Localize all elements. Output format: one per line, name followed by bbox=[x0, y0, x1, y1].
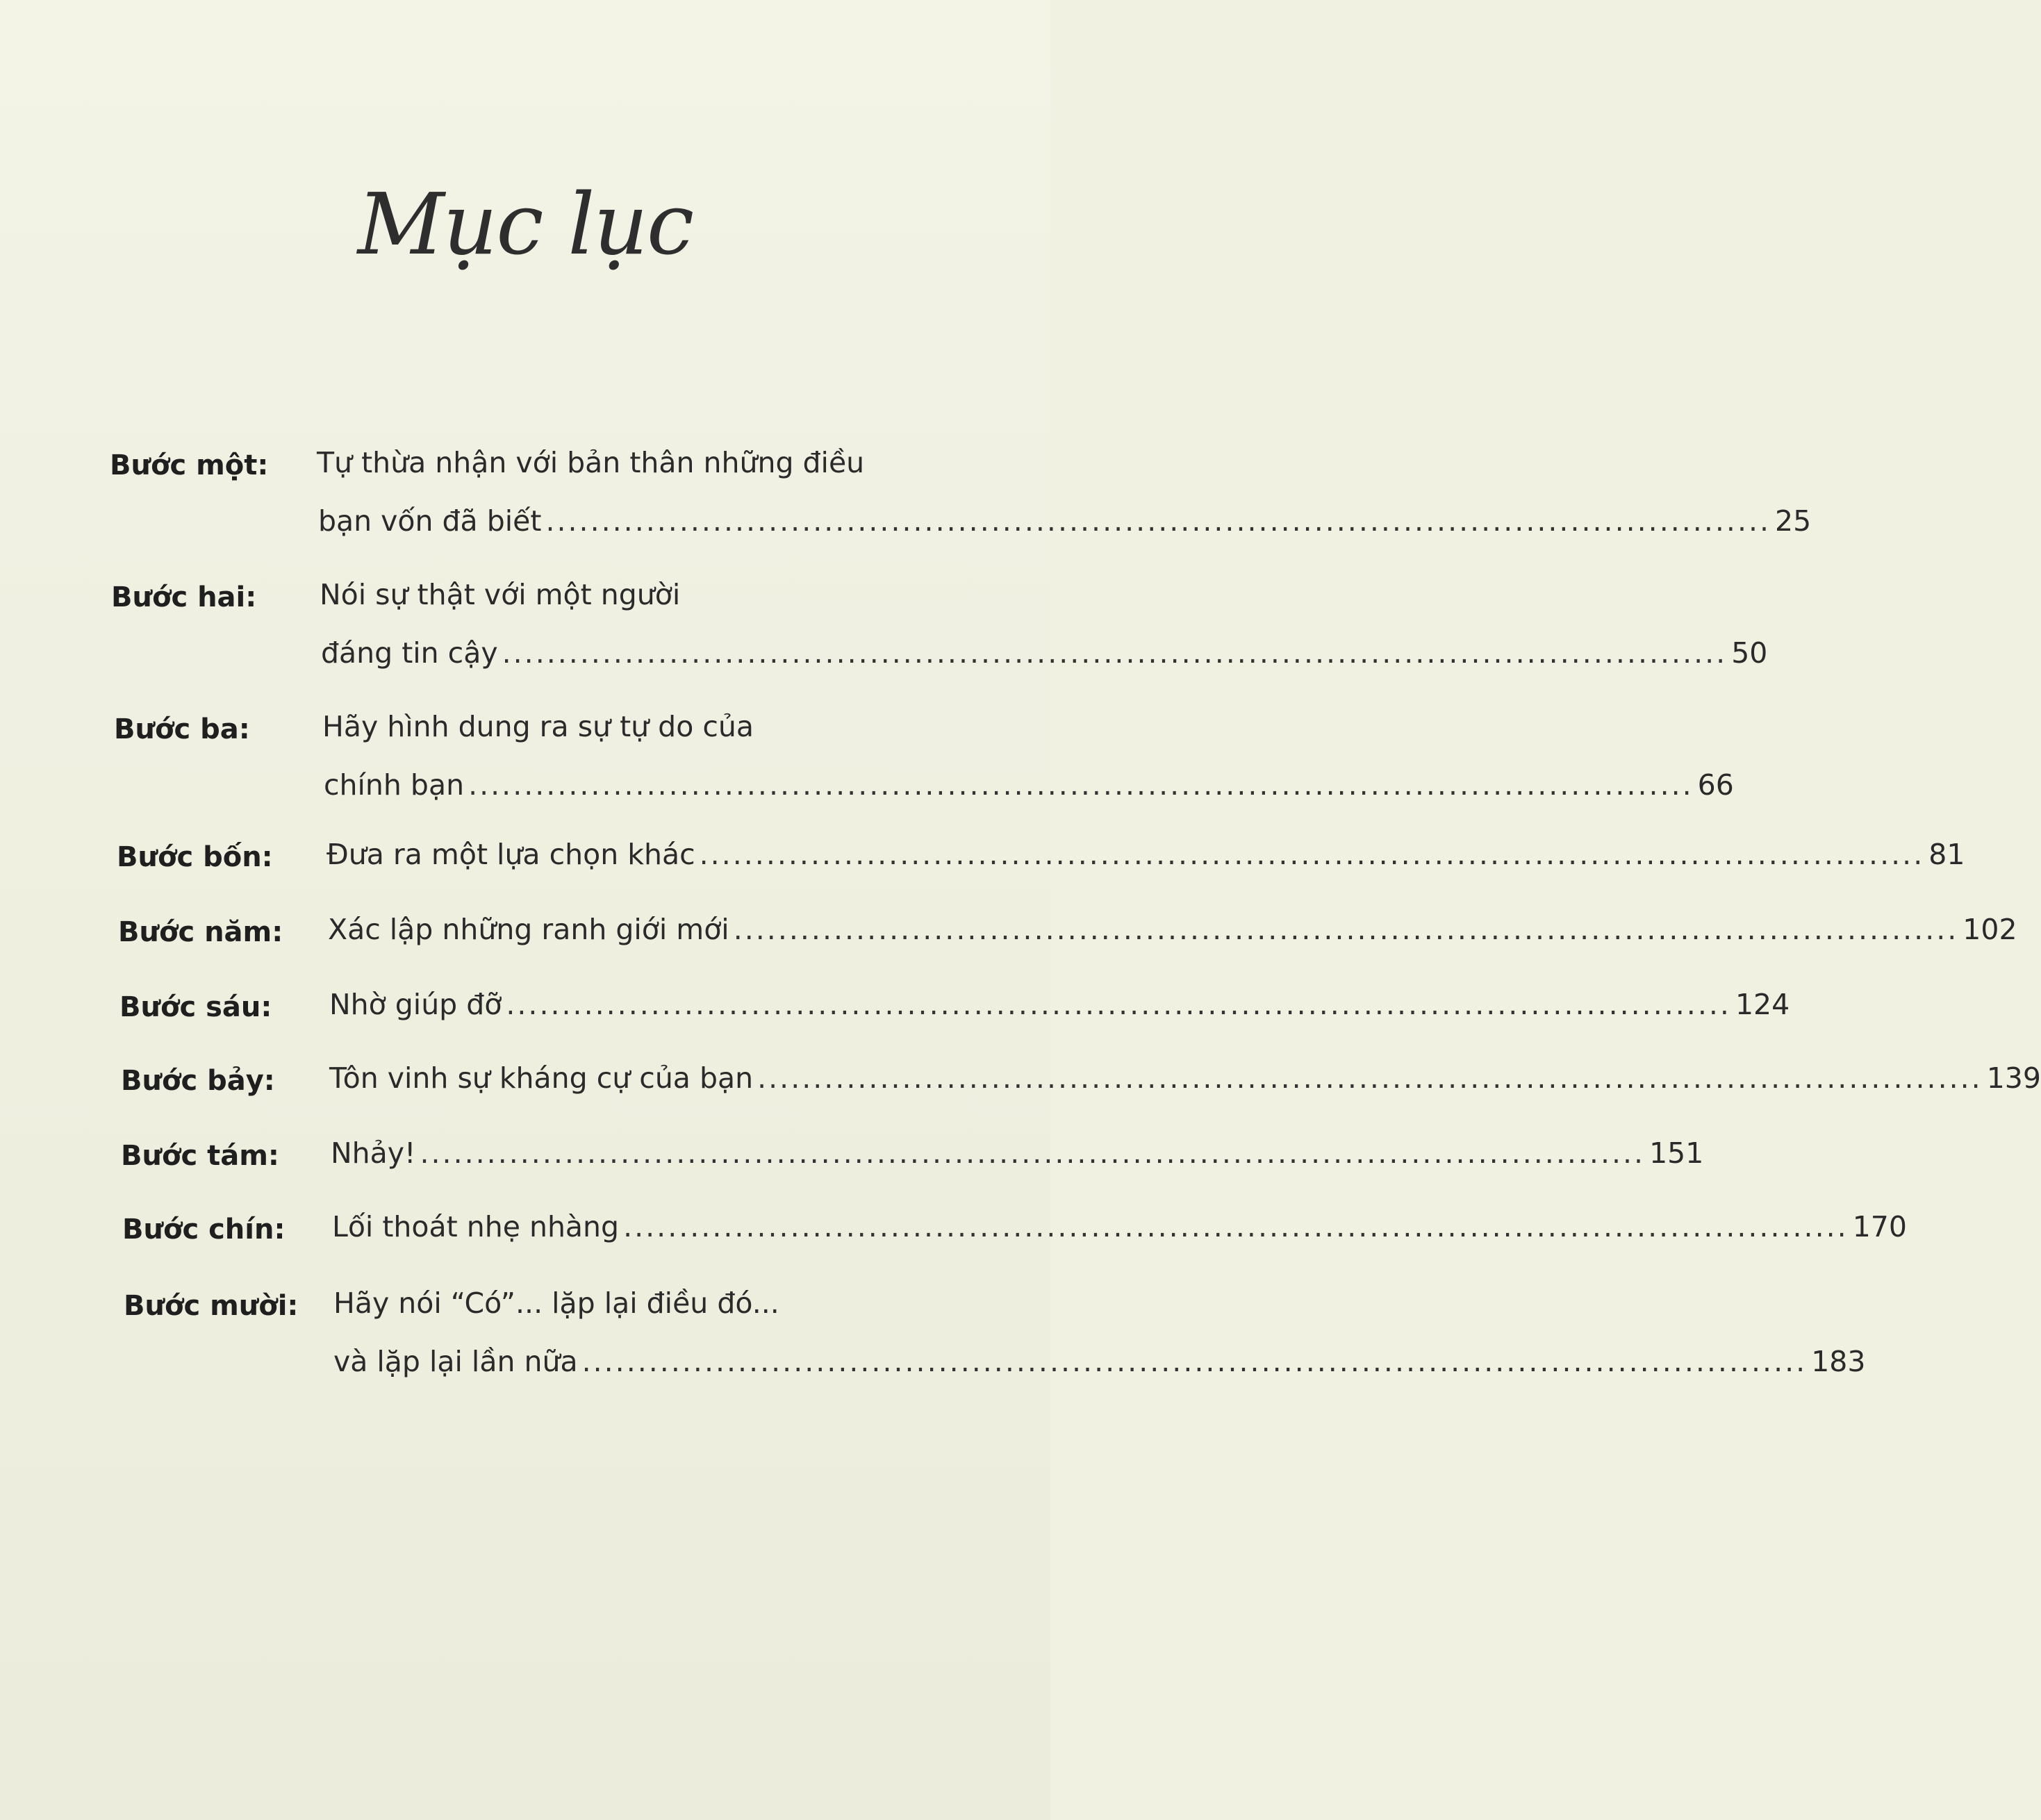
step-label: Bước bảy: bbox=[121, 1065, 275, 1097]
entry-line: Nói sự thật với một người bbox=[320, 578, 681, 611]
page-number: 66 bbox=[1697, 768, 1734, 802]
page-number: 151 bbox=[1649, 1136, 1704, 1170]
page-number: 50 bbox=[1731, 636, 1768, 670]
step-label: Bước sáu: bbox=[119, 991, 272, 1023]
dot-leader: .............................................................................................................. bbox=[757, 1061, 1983, 1095]
entry-text-last bbox=[331, 1124, 1704, 1182]
entry-text-last bbox=[328, 900, 2017, 959]
entry-text-last bbox=[321, 624, 1768, 682]
dot-leader: .............................................................................................................. bbox=[733, 913, 1959, 946]
entry-text bbox=[333, 1274, 779, 1332]
page-number: 124 bbox=[1735, 988, 1790, 1021]
step-label: Bước ba: bbox=[114, 713, 250, 745]
dot-leader: .............................................................................................................. bbox=[545, 504, 1771, 538]
entry-line: Hãy hình dung ra sự tự do của bbox=[322, 710, 754, 743]
entry-text-last bbox=[332, 1198, 1907, 1256]
entry-line: bạn vốn đã biết bbox=[318, 504, 542, 538]
entry-text bbox=[320, 565, 680, 624]
dot-leader: .............................................................................................................. bbox=[623, 1210, 1849, 1243]
entry-text-last bbox=[329, 1049, 2041, 1107]
entry-text-last bbox=[333, 1332, 1866, 1391]
entry-line: Lối thoát nhẹ nhàng bbox=[332, 1210, 620, 1243]
page-number: 102 bbox=[1962, 913, 2017, 946]
step-label: Bước tám: bbox=[121, 1140, 279, 1172]
entry-text bbox=[322, 697, 754, 756]
entry-text-last bbox=[324, 756, 1734, 814]
entry-line: Tôn vinh sự kháng cự của bạn bbox=[329, 1061, 754, 1095]
entry-text-last bbox=[329, 975, 1790, 1034]
dot-leader: .............................................................................................................. bbox=[420, 1136, 1646, 1170]
entry-line: Nhờ giúp đỡ bbox=[329, 988, 502, 1021]
dot-leader: .............................................................................................................. bbox=[506, 988, 1731, 1021]
entry-line: Xác lập những ranh giới mới bbox=[328, 913, 729, 946]
step-label: Bước bốn: bbox=[117, 841, 273, 873]
page-number: 183 bbox=[1811, 1345, 1866, 1378]
dot-leader: .............................................................................................................. bbox=[468, 768, 1694, 802]
page-number: 81 bbox=[1928, 838, 1965, 871]
step-label: Bước mười: bbox=[124, 1290, 299, 1322]
page-title: Mục lục bbox=[357, 175, 693, 274]
entry-line: Tự thừa nhận với bản thân những điều bbox=[317, 446, 865, 479]
entry-line: Nhảy! bbox=[331, 1136, 416, 1170]
dot-leader: .............................................................................................................. bbox=[581, 1345, 1808, 1378]
page-number: 139 bbox=[1986, 1061, 2041, 1095]
entry-line: đáng tin cậy bbox=[321, 636, 498, 670]
entry-text-last bbox=[318, 492, 1812, 550]
step-label: Bước chín: bbox=[122, 1214, 286, 1246]
entry-line: Hãy nói “Có”... lặp lại điều đó... bbox=[333, 1287, 779, 1320]
entry-text-last bbox=[327, 825, 1965, 884]
dot-leader: .............................................................................................................. bbox=[699, 838, 1925, 871]
dot-leader: .............................................................................................................. bbox=[502, 636, 1728, 670]
page-number: 170 bbox=[1852, 1210, 1907, 1243]
step-label: Bước hai: bbox=[111, 581, 257, 613]
entry-line: chính bạn bbox=[324, 768, 465, 802]
step-label: Bước một: bbox=[110, 449, 269, 481]
entry-text bbox=[317, 433, 864, 492]
page-number: 25 bbox=[1775, 504, 1812, 538]
entry-line: Đưa ra một lựa chọn khác bbox=[327, 838, 695, 871]
entry-line: và lặp lại lần nữa bbox=[333, 1345, 578, 1378]
step-label: Bước năm: bbox=[118, 916, 283, 948]
